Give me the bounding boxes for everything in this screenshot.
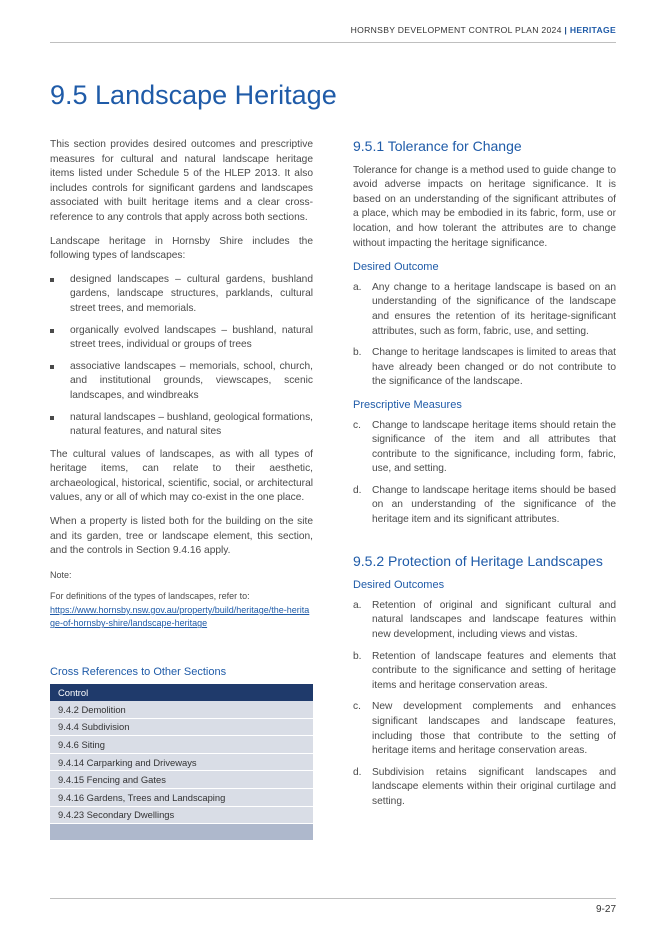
list-item-text: Retention of landscape features and elements that contribute to the significance and setting of heritage items and heritage conservation areas.: [372, 650, 616, 691]
table-footer-cell: [50, 824, 313, 841]
square-bullet-icon: [50, 329, 54, 333]
list-item: [353, 650, 616, 694]
list-item-text: Retention of original and significant cultural and natural landscapes and landscape features within new development, including views and vistas.: [372, 599, 616, 641]
header-section: HERITAGE: [569, 25, 616, 35]
table-cell: 9.4.6 Siting: [50, 736, 313, 754]
list-marker: b.: [353, 650, 362, 662]
page-title: 9.5 Landscape Heritage: [50, 80, 337, 110]
square-bullet-icon: [50, 278, 54, 282]
prescriptive-measures-heading: Prescriptive Measures: [353, 398, 462, 411]
right-column: [353, 139, 616, 818]
table-cell: 9.4.23 Secondary Dwellings: [50, 806, 313, 824]
note-text: For definitions of the types of landscapes, refer to:: [50, 591, 250, 602]
page-number: 9-27: [595, 904, 616, 915]
header-divider: [50, 42, 616, 43]
table-cell: 9.4.15 Fencing and Gates: [50, 771, 313, 789]
list-item-text: organically evolved landscapes – bushland, natural street trees, individual or groups of trees: [70, 324, 313, 351]
list-marker: c.: [353, 701, 361, 713]
list-item: [353, 766, 616, 810]
property-listing-paragraph: When a property is listed both for the building on the site and its garden, tree or landscape element, this section, and the controls in Section 9.4.16 apply.: [50, 516, 313, 557]
list-marker: d.: [353, 484, 362, 496]
section-heading-tolerance: 9.5.1 Tolerance for Change: [353, 138, 522, 154]
running-header: [351, 25, 616, 35]
table-footer-row: [50, 824, 313, 841]
header-doc-title: HORNSBY DEVELOPMENT CONTROL PLAN 2024: [350, 25, 562, 35]
list-item: [50, 324, 313, 353]
desired-outcome-heading: Desired Outcome: [353, 261, 439, 274]
list-item-text: Change to landscape heritage items should be based on an understanding of the significance of the heritage item and its significant attributes.: [372, 484, 616, 526]
header-separator: |: [564, 25, 568, 35]
landscape-types-list: [50, 273, 313, 440]
table-cell: 9.4.2 Demolition: [50, 701, 313, 718]
table-row: [50, 701, 313, 718]
square-bullet-icon: [50, 416, 54, 420]
column-header-control: Control: [50, 684, 313, 701]
list-item: [50, 360, 313, 404]
cross-references-title: Cross References to Other Sections: [50, 666, 227, 678]
table-row: [50, 788, 313, 806]
table-row: [50, 718, 313, 736]
list-item-text: natural landscapes – bushland, geological formations, natural features, and natural sites: [70, 411, 313, 438]
list-item-text: Any change to a heritage landscape is based on an understanding of the significance of the landscape and ensures the retention of its heritage-significant attributes, such as form, fabric, use, and setting.: [372, 281, 616, 337]
table-cell: 9.4.14 Carparking and Driveways: [50, 753, 313, 771]
prescriptive-measures-list: [353, 419, 616, 528]
list-item-text: designed landscapes – cultural gardens, bushland gardens, landscape structures, parklands, cultural street trees, and memorials.: [70, 273, 313, 314]
cultural-values-paragraph: The cultural values of landscapes, as with all types of heritage items, can relate to their aesthetic, archaeological, historical, scientific, social, or architectural values, any or all of which may co-exist in the one place.: [50, 448, 313, 504]
table-row: [50, 806, 313, 824]
list-item: [50, 411, 313, 440]
desired-outcome-list: [353, 281, 616, 390]
desired-outcomes-heading: Desired Outcomes: [353, 579, 445, 592]
list-item: [353, 419, 616, 477]
table-cell: 9.4.16 Gardens, Trees and Landscaping: [50, 788, 313, 806]
square-bullet-icon: [50, 365, 54, 369]
list-item: [353, 599, 616, 643]
left-column: [50, 138, 313, 631]
list-marker: a.: [353, 281, 362, 293]
section-heading-protection: 9.5.2 Protection of Heritage Landscapes: [353, 552, 603, 569]
landscape-heritage-link[interactable]: https://www.hornsby.nsw.gov.au/property/build/heritage/the-heritage-of-hornsby-shire/landscape-heritage: [50, 604, 310, 629]
list-item-text: Change to landscape heritage items should retain the significance of the item and all attributes that contribute to the significance, including form, fabric, use, and setting.: [372, 419, 616, 475]
list-item: [50, 273, 313, 317]
list-item-text: associative landscapes – memorials, school, church, and institutional grounds, viewscapes, scenic landscapes, and windbreaks: [70, 360, 313, 401]
list-item-text: Change to heritage landscapes is limited to areas that have already been changed or do not contribute to the significance of the landscape.: [372, 347, 616, 388]
table-header-row: [50, 684, 313, 701]
list-item: [353, 346, 616, 390]
list-marker: c.: [353, 419, 361, 431]
list-item: [353, 281, 616, 339]
table-row: [50, 753, 313, 771]
list-item-text: Subdivision retains significant landscapes and landscape elements within their original curtilage and setting.: [372, 766, 616, 807]
list-item: [353, 700, 616, 758]
tolerance-paragraph: Tolerance for change is a method used to guide change to avoid adverse impacts on heritage significance. It is based on an understanding of the significant attributes of a place, which may be embodied in its fabric, form, use or location, and how tolerant the attributes are to change without impacting the heritage significance.: [353, 164, 616, 249]
table-row: [50, 736, 313, 754]
table-row: [50, 771, 313, 789]
footer-divider: [50, 898, 616, 899]
note-label: Note:: [50, 569, 72, 580]
intro-paragraph: This section provides desired outcomes and prescriptive measures for cultural and natural landscape heritage items listed under Schedule 5 of the HLEP 2013. It also includes controls for significant gardens and landscapes associated with built heritage items and a clear cross-reference to any controls that apply across both sections.: [50, 139, 313, 223]
cross-references-table: [50, 684, 313, 841]
list-marker: d.: [353, 766, 362, 778]
list-item-text: New development complements and enhances significant landscapes and landscape features, including those that contribute to the setting of heritage items and heritage conservation areas.: [372, 701, 616, 757]
list-marker: a.: [353, 599, 362, 611]
list-item: [353, 484, 616, 528]
types-intro-paragraph: Landscape heritage in Hornsby Shire includes the following types of landscapes:: [50, 235, 313, 262]
protection-outcomes-list: [353, 599, 616, 810]
table-cell: 9.4.4 Subdivision: [50, 718, 313, 736]
list-marker: b.: [353, 347, 362, 359]
